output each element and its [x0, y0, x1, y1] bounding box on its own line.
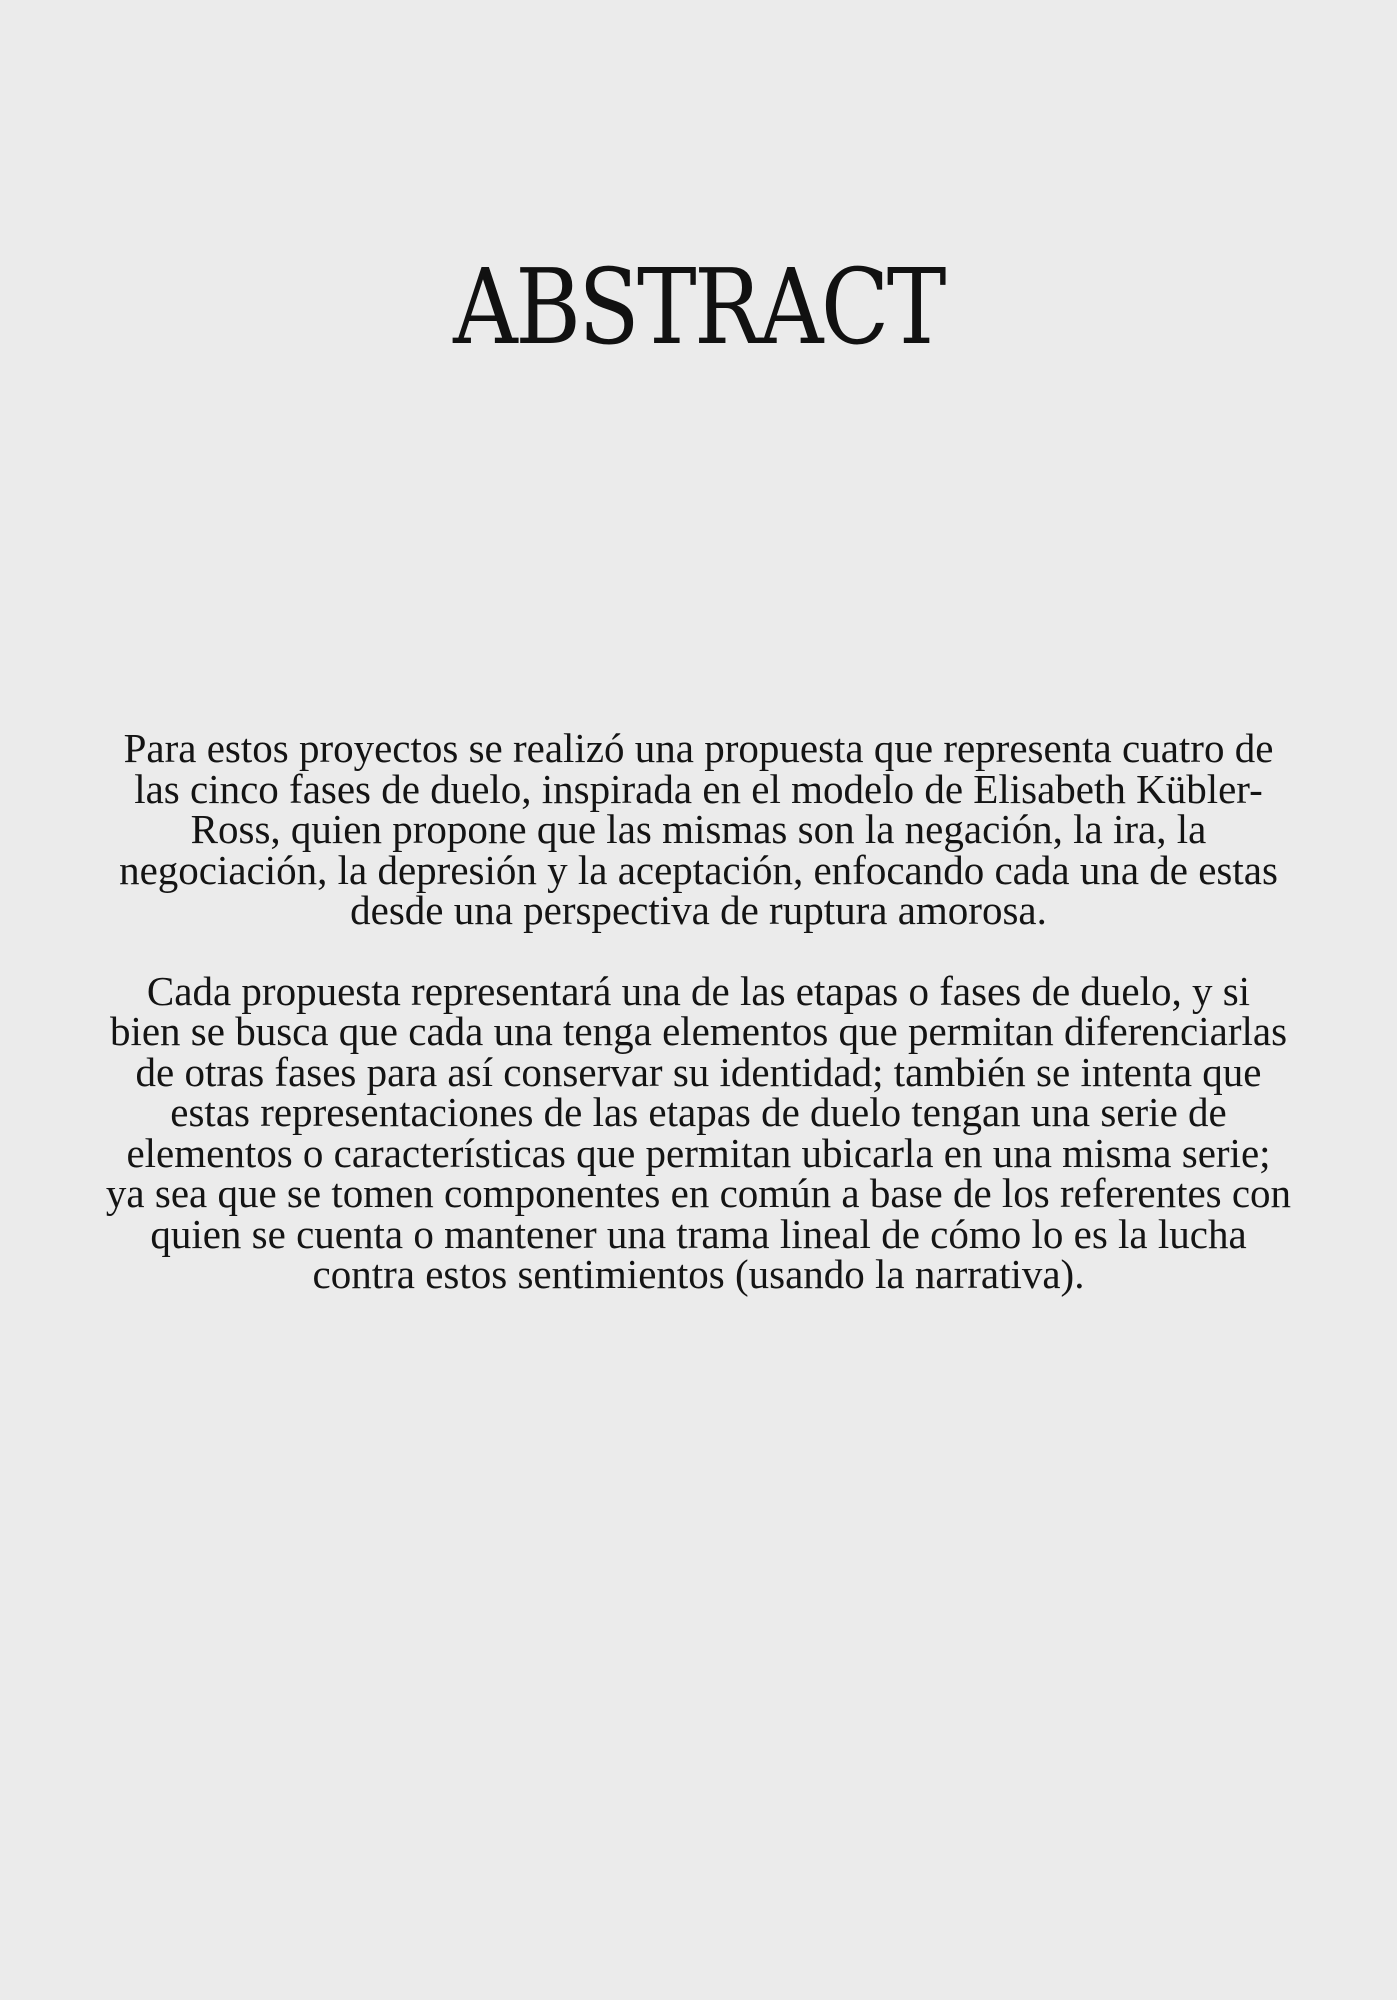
paragraph-line: desde una perspectiva de ruptura amorosa.: [350, 887, 1047, 933]
paragraph-line: estas representaciones de las etapas de duelo tengan una serie de: [170, 1089, 1227, 1135]
paragraph-line: bien se busca que cada una tenga elementos que permitan diferenciarlas: [109, 1008, 1288, 1054]
paragraph-line: Para estos proyectos se realizó una propuesta que representa cuatro de: [123, 725, 1274, 771]
abstract-body: [60, 725, 1337, 1297]
paragraph-line: las cinco fases de duelo, inspirada en el modelo de Elisabeth Kübler-: [134, 765, 1263, 812]
page-title: ABSTRACT: [453, 246, 944, 368]
paragraph-line: Ross, quien propone que las mismas son la negación, la ira, la: [190, 806, 1207, 852]
abstract-paragraph-2: [60, 967, 1337, 1297]
paragraph-line: negociación, la depresión y la aceptación, enfocando cada una de estas: [119, 846, 1278, 893]
paragraph-line: de otras fases para así conservar su identidad; también se intenta que: [135, 1048, 1262, 1095]
abstract-paragraph-1: [60, 725, 1337, 933]
paragraph-line: contra estos sentimientos (usando la narrativa).: [312, 1251, 1085, 1297]
paragraph-line: elementos o características que permitan ubicarla en una misma serie;: [126, 1129, 1271, 1176]
paragraph-line: quien se cuenta o mantener una trama lineal de cómo lo es la lucha: [150, 1210, 1247, 1257]
paragraph-line: Cada propuesta representará una de las etapas o fases de duelo, y si: [146, 967, 1251, 1014]
paragraph-line: ya sea que se tomen componentes en común a base de los referentes con: [105, 1170, 1292, 1216]
